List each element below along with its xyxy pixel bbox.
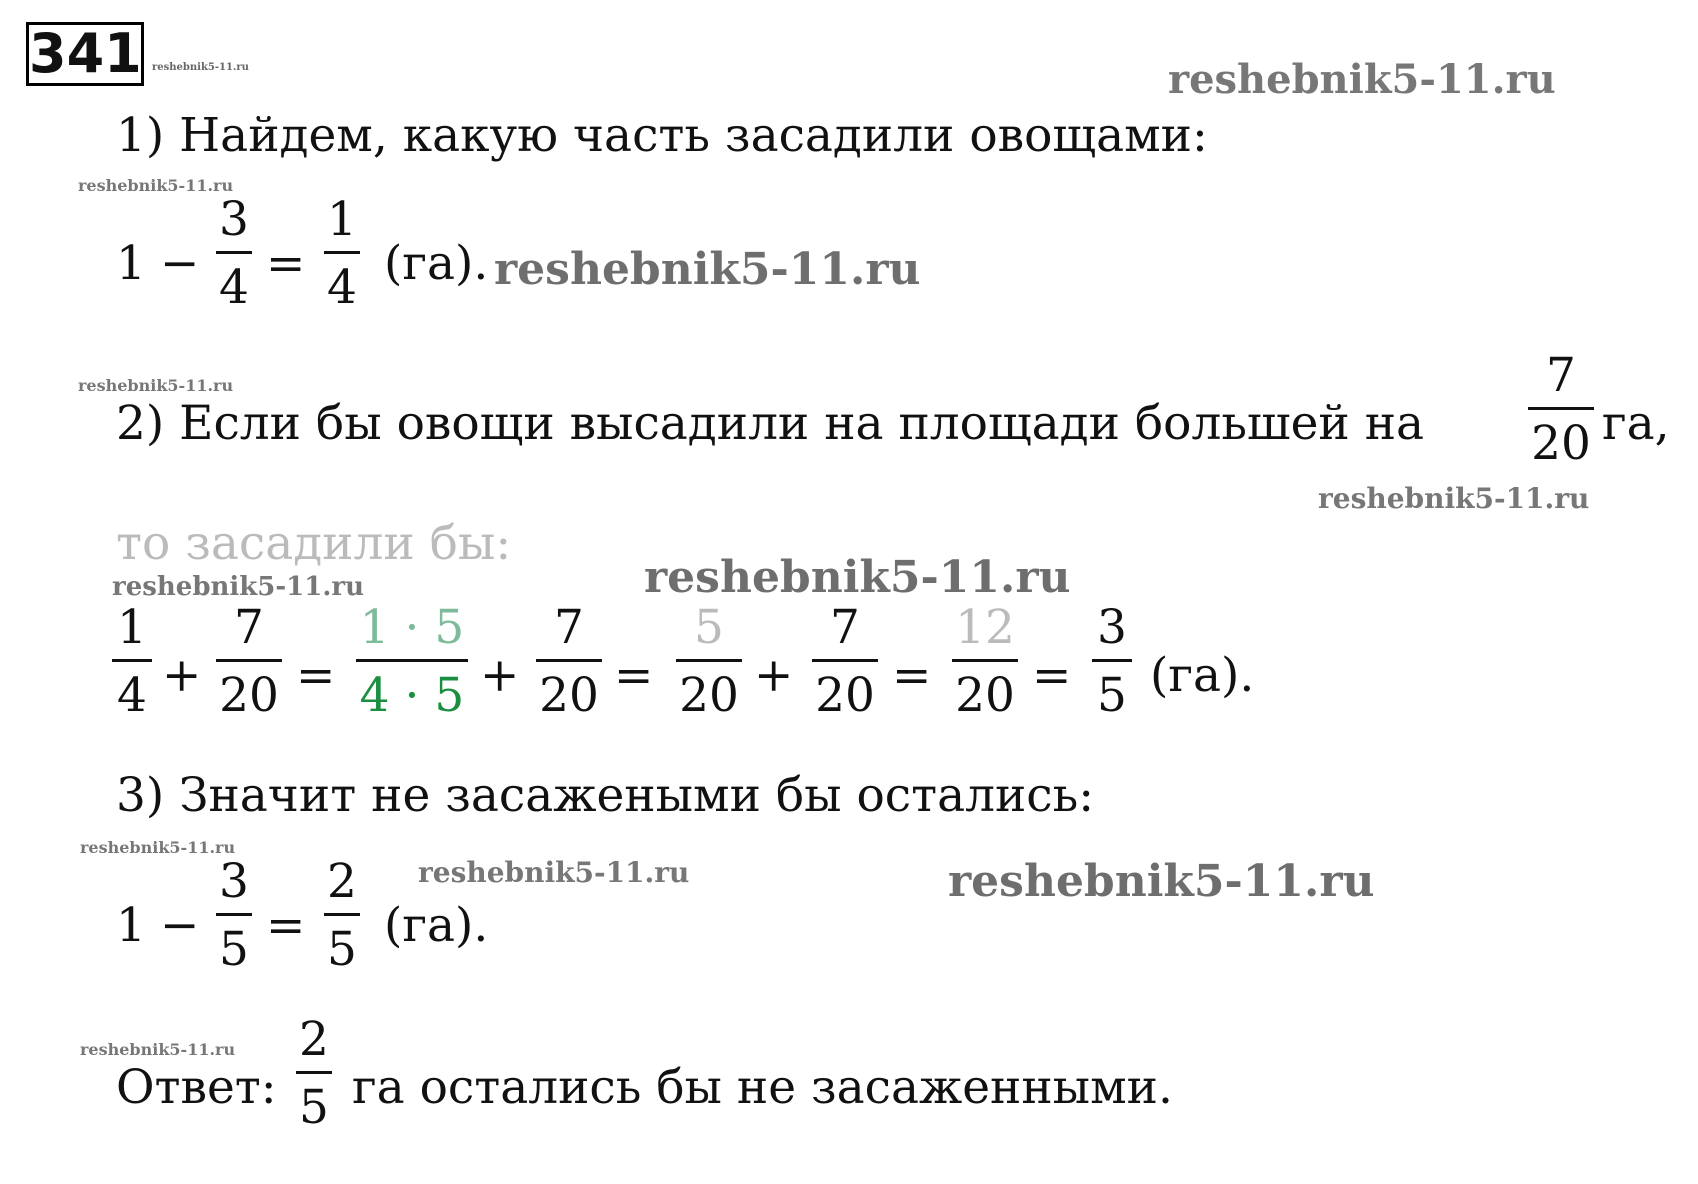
step2-frac-g: 12 20	[952, 604, 1018, 719]
step1-fraction-1: 3 4	[216, 196, 252, 311]
answer-label: Ответ:	[116, 1060, 277, 1115]
step3-minus: −	[160, 898, 200, 953]
watermark-left-4: reshebnik5-11.ru	[80, 838, 236, 857]
step2-plus-2: +	[480, 648, 520, 703]
step2-continuation: то засадили бы:	[116, 516, 512, 571]
step1-one: 1	[116, 236, 146, 291]
watermark-left-1: reshebnik5-11.ru	[78, 176, 234, 195]
step1-text: 1) Найдем, какую часть засадили овощами:	[116, 108, 1208, 163]
step3-fraction-1: 3 5	[216, 858, 252, 973]
step2-frac-e: 5 20	[676, 604, 742, 719]
step1-unit: (га).	[384, 236, 489, 291]
step2-plus-3: +	[754, 648, 794, 703]
problem-number: 341	[26, 22, 144, 86]
watermark-step3-right: reshebnik5-11.ru	[948, 856, 1375, 907]
watermark-right-2: reshebnik5-11.ru	[1318, 482, 1590, 515]
step3-unit: (га).	[384, 898, 489, 953]
watermark-step3-mid: reshebnik5-11.ru	[418, 856, 690, 889]
step2-frac-c: 1 · 5 4 · 5	[356, 604, 468, 719]
step3-text: 3) Значит не засажеными бы остались:	[116, 768, 1095, 823]
watermark-top-right: reshebnik5-11.ru	[1168, 56, 1556, 103]
step2-plus-1: +	[162, 648, 202, 703]
step2-eq-4: =	[1032, 648, 1072, 703]
step2-fraction: 7 20	[1528, 352, 1594, 467]
step3-equals: =	[266, 898, 306, 953]
step1-fraction-2: 1 4	[324, 196, 360, 311]
step3-one: 1	[116, 898, 146, 953]
watermark-step1: reshebnik5-11.ru	[494, 244, 921, 295]
watermark-left-5: reshebnik5-11.ru	[80, 1040, 236, 1059]
step2-text: 2) Если бы овощи высадили на площади большей на	[116, 396, 1425, 451]
answer-fraction: 2 5	[296, 1016, 332, 1131]
step1-minus: −	[160, 236, 200, 291]
step2-eq-2: =	[614, 648, 654, 703]
watermark-tiny: reshebnik5-11.ru	[152, 62, 249, 73]
step2-eq-1: =	[296, 648, 336, 703]
step2-frac-b: 7 20	[216, 604, 282, 719]
step2-unit: га,	[1602, 396, 1670, 451]
step1-equals: =	[266, 236, 306, 291]
watermark-left-3: reshebnik5-11.ru	[112, 572, 365, 602]
step2-frac-a: 1 4	[112, 604, 152, 719]
answer-text: га остались бы не засаженными.	[352, 1060, 1173, 1115]
step2-frac-f: 7 20	[812, 604, 878, 719]
watermark-left-2: reshebnik5-11.ru	[78, 376, 234, 395]
step2-unit-final: (га).	[1150, 648, 1255, 703]
step2-frac-d: 7 20	[536, 604, 602, 719]
step2-eq-3: =	[892, 648, 932, 703]
step2-frac-h: 3 5	[1092, 604, 1132, 719]
watermark-center: reshebnik5-11.ru	[644, 552, 1071, 603]
step3-fraction-2: 2 5	[324, 858, 360, 973]
